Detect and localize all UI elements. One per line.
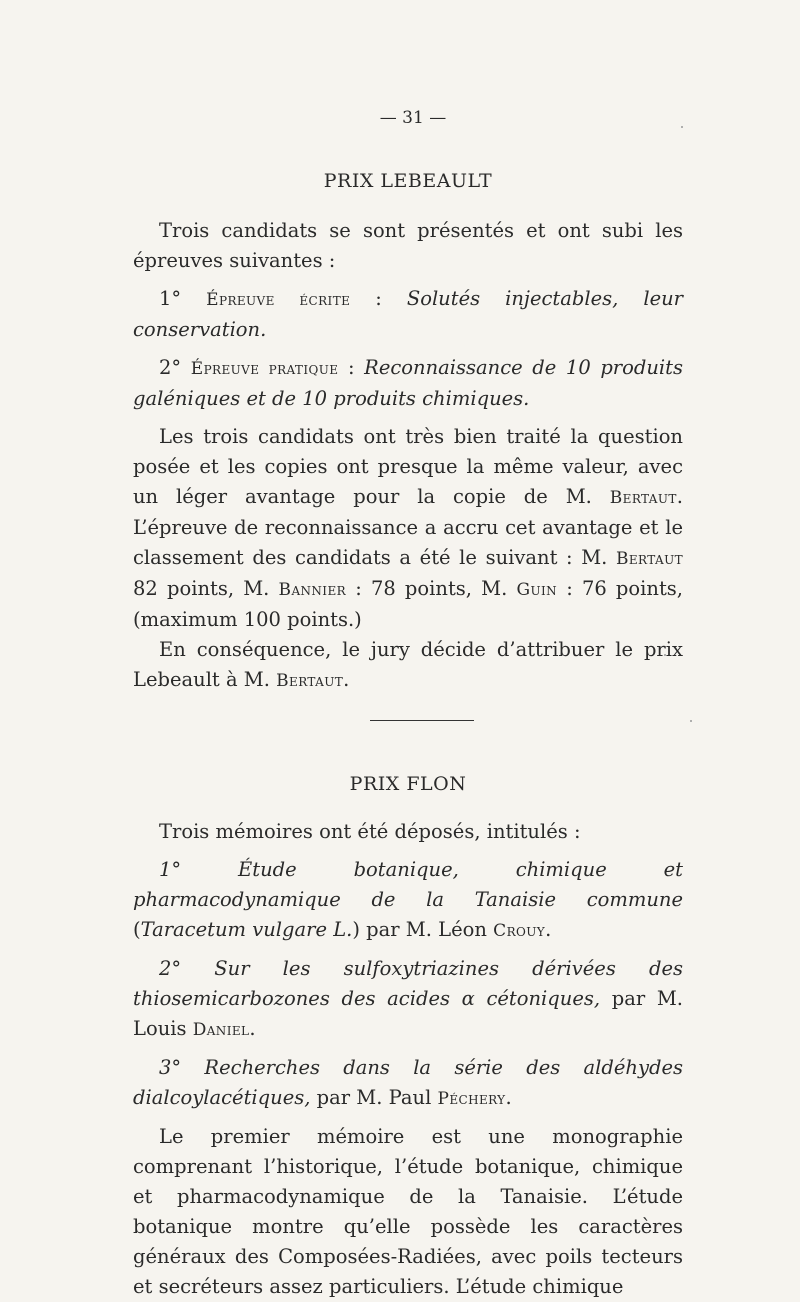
section-divider (370, 720, 474, 721)
surname: Daniel (192, 1020, 250, 1040)
lebeault-item-2 (133, 353, 683, 414)
item-text: Solutés injectables, leur conservation. (133, 287, 684, 341)
latin-name: Taracetum vulgare L. (140, 918, 353, 941)
item-number: 1° (159, 858, 239, 881)
surname: Guin (516, 580, 558, 600)
text-run: Les trois candidats ont très bien traité la question posée et les copies ont presque la même valeur, avec un léger avantage pour la copie de M. (133, 425, 683, 508)
surname: Bertaut (609, 488, 677, 508)
item-title: Sur les sulfoxytriazines dérivées des thiosemicarbozones des acides α cétoniques, (133, 957, 683, 1010)
text-run: En conséquence, le jury décide d’attribuer le prix Lebeault à M. (133, 638, 683, 691)
item-separator: : (338, 356, 365, 379)
text-column (133, 108, 683, 1302)
text-run: 82 points, M. (133, 577, 279, 600)
item-number: 2° (159, 957, 215, 980)
text-run: . (545, 918, 552, 941)
text-run: par M. Paul (310, 1086, 438, 1109)
text-run: ) par M. Léon (352, 918, 494, 941)
section-title-flon: PRIX FLON (349, 773, 467, 795)
flon-paragraph-first-memoir: Le premier mémoire est une monographie comprenant l’historique, l’étude botanique, chimique et pharmacodynamique de la Tanaisie. L’étude botanique montre qu’elle possède les caractères généraux des Composées-Radiées, avec poils tecteurs et secréteurs assez particuliers. L’étude chimique (133, 1125, 683, 1298)
surname: Bertaut (276, 671, 344, 691)
flon-item-3 (133, 1053, 683, 1114)
surname: Crouy (493, 921, 546, 941)
item-label: Épreuve pratique (190, 359, 339, 379)
item-title: Étude botanique, chimique et pharmacodynamique de la Tanaisie commune (133, 858, 683, 911)
flon-item-1 (133, 855, 683, 946)
item-number: 3° (159, 1056, 205, 1079)
text-run: par M. Louis (133, 987, 683, 1040)
lebeault-intro: Trois candidats se sont présentés et ont subi les épreuves suivantes : (133, 219, 683, 272)
item-number: 2° (159, 356, 191, 379)
section-title-lebeault: PRIX LEBEAULT (323, 170, 493, 192)
lebeault-paragraph-results (133, 422, 683, 635)
text-run: : 78 points, M. (346, 577, 517, 600)
surname: Péchery (437, 1089, 506, 1109)
item-text: Reconnaissance de 10 produits galéniques et de 10 produits chimiques. (133, 356, 683, 410)
text-run: . L’épreuve de reconnaissance a accru cet avantage et le classement des candidats a été le suivant : M. (133, 485, 683, 569)
text-run: ( (133, 918, 141, 941)
text-run: . (249, 1017, 256, 1040)
text-run: : 76 points, (maximum 100 points.) (133, 577, 683, 631)
surname: Bertaut (615, 549, 683, 569)
paper-speck (690, 720, 692, 722)
item-title: Recherches dans la série des aldéhydes dialcoylacétiques, (133, 1056, 683, 1109)
text-run: . (343, 668, 350, 691)
item-label: Épreuve écrite (206, 290, 351, 310)
lebeault-item-1 (133, 284, 683, 345)
surname: Bannier (278, 580, 347, 600)
text-run: . (505, 1086, 512, 1109)
flon-intro: Trois mémoires ont été déposés, intitulés : (159, 820, 581, 843)
item-separator: : (350, 287, 407, 310)
page-number: — 31 — (379, 108, 447, 128)
lebeault-paragraph-decision (133, 635, 683, 696)
item-number: 1° (159, 287, 207, 310)
flon-item-2 (133, 954, 683, 1045)
